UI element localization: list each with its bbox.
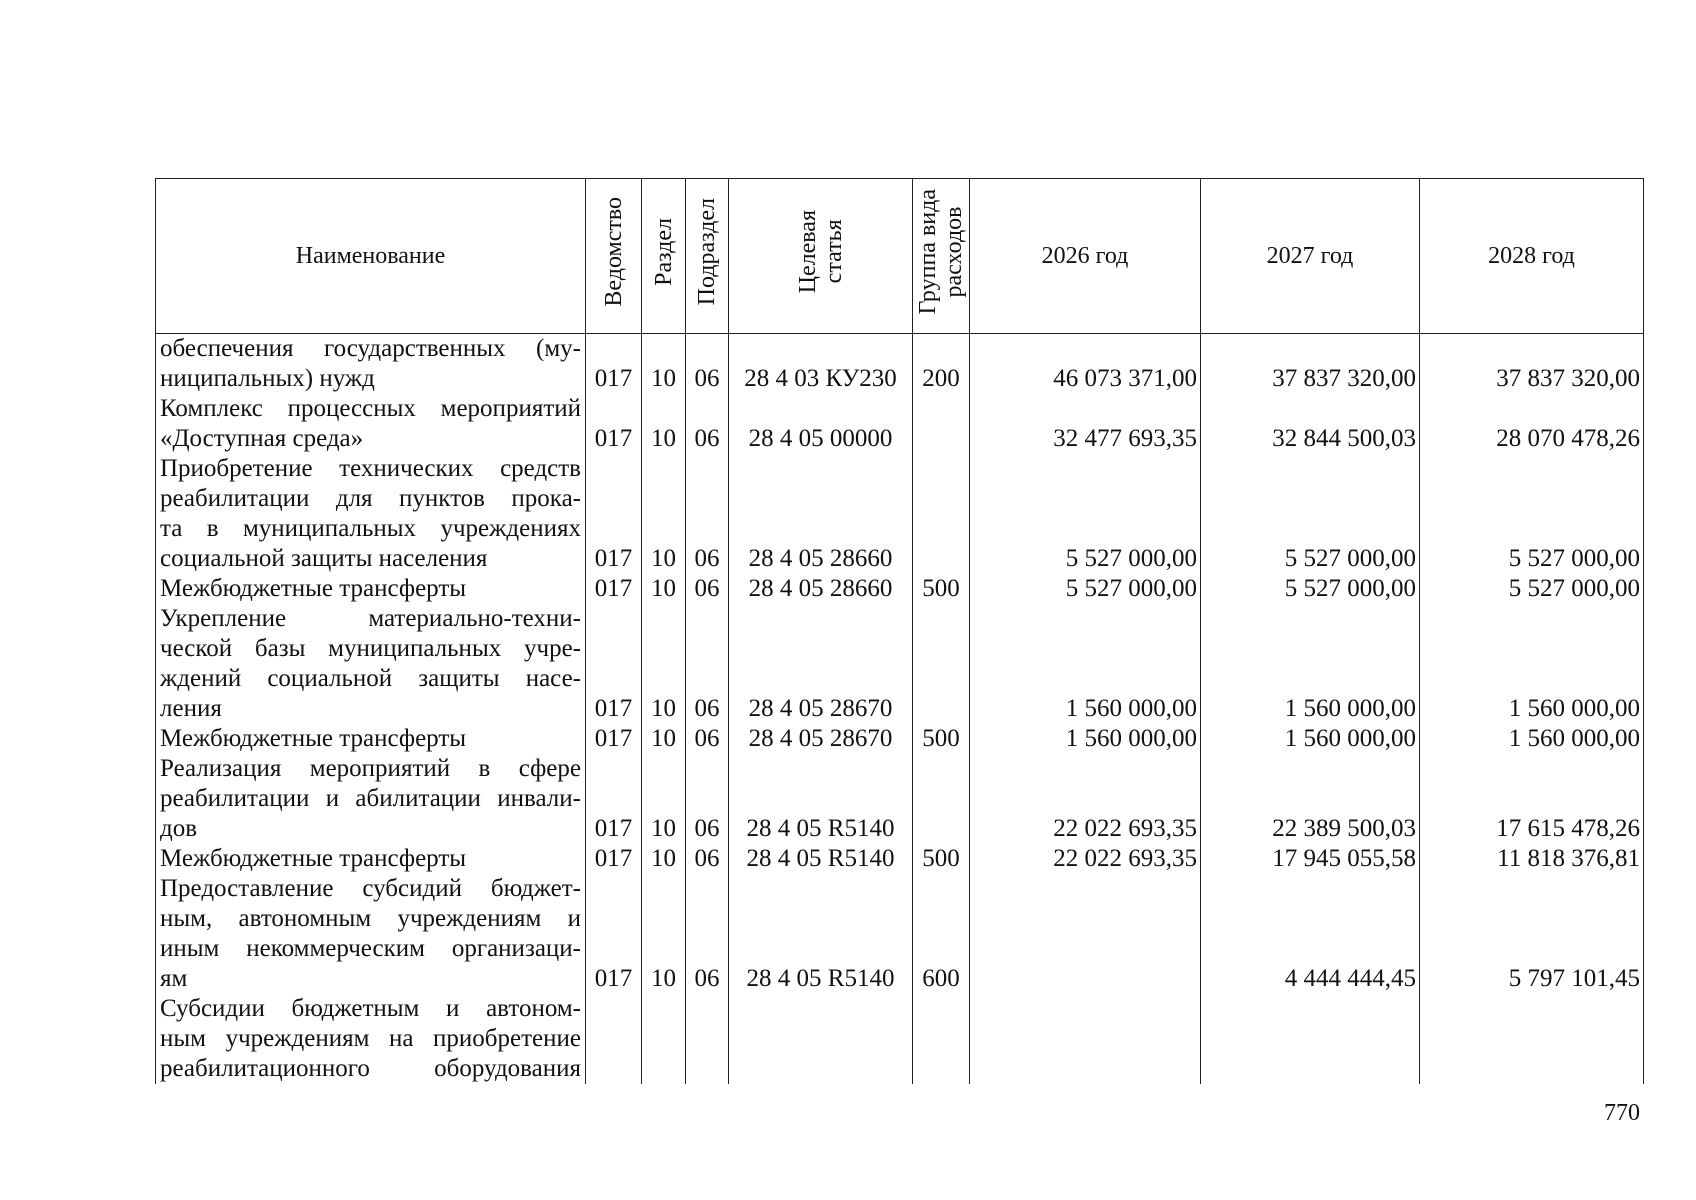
cell-name bbox=[156, 604, 586, 724]
cell-podrazdel: 06 bbox=[686, 754, 729, 844]
cell-podrazdel: 06 bbox=[686, 454, 729, 574]
cell-razdel: 10 bbox=[642, 334, 686, 395]
name-line: Субсидии бюджетным и автоном- bbox=[160, 995, 581, 1022]
cell-expense-group bbox=[913, 754, 970, 844]
name-line: Межбюджетные трансферты bbox=[160, 845, 467, 872]
cell-name bbox=[156, 334, 586, 395]
budget-table bbox=[155, 178, 1644, 1084]
table-row bbox=[156, 574, 1644, 604]
cell-amount-2027: 32 844 500,03 bbox=[1201, 394, 1420, 454]
cell-amount-2028: 37 837 320,00 bbox=[1420, 334, 1644, 395]
cell-amount-2028: 1 560 000,00 bbox=[1420, 604, 1644, 724]
cell-vedomstvo: 017 bbox=[586, 334, 642, 395]
cell-amount-2026: 22 022 693,35 bbox=[970, 754, 1201, 844]
cell-amount-2028 bbox=[1420, 994, 1644, 1084]
name-line: ления bbox=[160, 695, 222, 722]
cell-expense-group: 500 bbox=[913, 844, 970, 874]
header-target-article: Целевая статья bbox=[729, 179, 913, 334]
cell-expense-group bbox=[913, 394, 970, 454]
cell-podrazdel: 06 bbox=[686, 874, 729, 994]
cell-podrazdel: 06 bbox=[686, 844, 729, 874]
cell-razdel: 10 bbox=[642, 844, 686, 874]
cell-amount-2026: 5 527 000,00 bbox=[970, 454, 1201, 574]
cell-razdel: 10 bbox=[642, 454, 686, 574]
cell-vedomstvo: 017 bbox=[586, 724, 642, 754]
name-line: социальной защиты населения bbox=[160, 545, 488, 572]
cell-vedomstvo: 017 bbox=[586, 454, 642, 574]
cell-amount-2028: 5 527 000,00 bbox=[1420, 574, 1644, 604]
table-row bbox=[156, 844, 1644, 874]
name-line: Межбюджетные трансферты bbox=[160, 575, 467, 602]
table-row bbox=[156, 454, 1644, 574]
cell-target-article bbox=[729, 994, 913, 1084]
table-row bbox=[156, 754, 1644, 844]
cell-amount-2026: 46 073 371,00 bbox=[970, 334, 1201, 395]
cell-razdel: 10 bbox=[642, 394, 686, 454]
name-line: реабилитации и абилитации инвали- bbox=[160, 785, 581, 812]
cell-target-article: 28 4 05 R5140 bbox=[729, 874, 913, 994]
cell-podrazdel: 06 bbox=[686, 574, 729, 604]
cell-amount-2027: 5 527 000,00 bbox=[1201, 454, 1420, 574]
name-line: Реализация мероприятий в сфере bbox=[160, 755, 581, 782]
name-line: ниципальных) нужд bbox=[160, 365, 375, 392]
cell-vedomstvo: 017 bbox=[586, 844, 642, 874]
cell-vedomstvo: 017 bbox=[586, 394, 642, 454]
cell-razdel: 10 bbox=[642, 874, 686, 994]
name-line: реабилитационного оборудования bbox=[160, 1055, 581, 1082]
cell-podrazdel: 06 bbox=[686, 724, 729, 754]
cell-vedomstvo bbox=[586, 994, 642, 1084]
cell-amount-2027: 17 945 055,58 bbox=[1201, 844, 1420, 874]
cell-amount-2028: 17 615 478,26 bbox=[1420, 754, 1644, 844]
cell-expense-group: 500 bbox=[913, 574, 970, 604]
cell-amount-2026 bbox=[970, 994, 1201, 1084]
cell-razdel: 10 bbox=[642, 754, 686, 844]
cell-expense-group bbox=[913, 994, 970, 1084]
cell-name bbox=[156, 874, 586, 994]
budget-sheet bbox=[155, 178, 1643, 1084]
name-line: иным некоммерческим организаци- bbox=[160, 935, 581, 962]
name-line: Межбюджетные трансферты bbox=[160, 725, 467, 752]
header-podrazdel: Подраздел bbox=[686, 179, 729, 334]
name-line: реабилитации для пунктов прока- bbox=[160, 485, 581, 512]
header-razdel: Раздел bbox=[642, 179, 686, 334]
table-row bbox=[156, 724, 1644, 754]
cell-vedomstvo: 017 bbox=[586, 754, 642, 844]
cell-razdel: 10 bbox=[642, 604, 686, 724]
cell-amount-2027: 22 389 500,03 bbox=[1201, 754, 1420, 844]
cell-podrazdel bbox=[686, 994, 729, 1084]
name-line: Укрепление материально-техни- bbox=[160, 605, 581, 632]
table-header-row bbox=[156, 179, 1644, 334]
table-row bbox=[156, 334, 1644, 395]
name-line: ным, автономным учреждениям и bbox=[160, 905, 581, 932]
cell-target-article: 28 4 05 R5140 bbox=[729, 754, 913, 844]
cell-amount-2027: 1 560 000,00 bbox=[1201, 604, 1420, 724]
table-body bbox=[156, 334, 1644, 1085]
header-name: Наименование bbox=[156, 179, 586, 334]
cell-name bbox=[156, 574, 586, 604]
cell-name bbox=[156, 754, 586, 844]
cell-target-article: 28 4 05 28670 bbox=[729, 724, 913, 754]
name-line: дов bbox=[160, 815, 198, 842]
cell-target-article: 28 4 05 R5140 bbox=[729, 844, 913, 874]
name-line: ждений социальной защиты насе- bbox=[160, 665, 581, 692]
cell-target-article: 28 4 05 28660 bbox=[729, 574, 913, 604]
cell-amount-2028: 5 797 101,45 bbox=[1420, 874, 1644, 994]
header-vedomstvo: Ведомство bbox=[586, 179, 642, 334]
cell-target-article: 28 4 05 00000 bbox=[729, 394, 913, 454]
cell-expense-group: 200 bbox=[913, 334, 970, 395]
page-number: 770 bbox=[1604, 1100, 1640, 1126]
cell-name bbox=[156, 724, 586, 754]
cell-amount-2026: 5 527 000,00 bbox=[970, 574, 1201, 604]
name-line: та в муниципальных учреждениях bbox=[160, 515, 581, 542]
table-row bbox=[156, 994, 1644, 1084]
cell-vedomstvo: 017 bbox=[586, 574, 642, 604]
cell-amount-2028: 5 527 000,00 bbox=[1420, 454, 1644, 574]
cell-expense-group bbox=[913, 604, 970, 724]
cell-amount-2026: 1 560 000,00 bbox=[970, 724, 1201, 754]
name-line: обеспечения государственных (му- bbox=[160, 335, 581, 362]
cell-razdel: 10 bbox=[642, 574, 686, 604]
cell-amount-2027: 1 560 000,00 bbox=[1201, 724, 1420, 754]
table-row bbox=[156, 874, 1644, 994]
name-line: ческой базы муниципальных учре- bbox=[160, 635, 581, 662]
cell-name bbox=[156, 394, 586, 454]
cell-expense-group: 600 bbox=[913, 874, 970, 994]
name-line: Приобретение технических средств bbox=[160, 455, 581, 482]
cell-amount-2026 bbox=[970, 874, 1201, 994]
name-line: ям bbox=[160, 965, 188, 992]
cell-amount-2027: 37 837 320,00 bbox=[1201, 334, 1420, 395]
header-expense-group: Группа вида расходов bbox=[913, 179, 970, 334]
table-row bbox=[156, 604, 1644, 724]
name-line: ным учреждениям на приобретение bbox=[160, 1025, 581, 1052]
cell-target-article: 28 4 05 28660 bbox=[729, 454, 913, 574]
cell-target-article: 28 4 05 28670 bbox=[729, 604, 913, 724]
cell-name bbox=[156, 994, 586, 1084]
name-line: Комплекс процессных мероприятий bbox=[160, 395, 581, 422]
cell-amount-2028: 1 560 000,00 bbox=[1420, 724, 1644, 754]
cell-amount-2028: 11 818 376,81 bbox=[1420, 844, 1644, 874]
cell-name bbox=[156, 454, 586, 574]
cell-razdel bbox=[642, 994, 686, 1084]
cell-name bbox=[156, 844, 586, 874]
cell-vedomstvo: 017 bbox=[586, 874, 642, 994]
name-line: Предоставление субсидий бюджет- bbox=[160, 875, 581, 902]
header-year-2028: 2028 год bbox=[1420, 179, 1644, 334]
cell-amount-2027: 5 527 000,00 bbox=[1201, 574, 1420, 604]
cell-razdel: 10 bbox=[642, 724, 686, 754]
header-year-2027: 2027 год bbox=[1201, 179, 1420, 334]
cell-podrazdel: 06 bbox=[686, 604, 729, 724]
cell-amount-2026: 32 477 693,35 bbox=[970, 394, 1201, 454]
header-year-2026: 2026 год bbox=[970, 179, 1201, 334]
cell-podrazdel: 06 bbox=[686, 394, 729, 454]
cell-expense-group: 500 bbox=[913, 724, 970, 754]
cell-amount-2028: 28 070 478,26 bbox=[1420, 394, 1644, 454]
cell-amount-2027: 4 444 444,45 bbox=[1201, 874, 1420, 994]
cell-podrazdel: 06 bbox=[686, 334, 729, 395]
name-line: «Доступная среда» bbox=[160, 425, 364, 452]
table-row bbox=[156, 394, 1644, 454]
cell-target-article: 28 4 03 КУ230 bbox=[729, 334, 913, 395]
cell-vedomstvo: 017 bbox=[586, 604, 642, 724]
cell-amount-2027 bbox=[1201, 994, 1420, 1084]
cell-amount-2026: 1 560 000,00 bbox=[970, 604, 1201, 724]
cell-expense-group bbox=[913, 454, 970, 574]
cell-amount-2026: 22 022 693,35 bbox=[970, 844, 1201, 874]
